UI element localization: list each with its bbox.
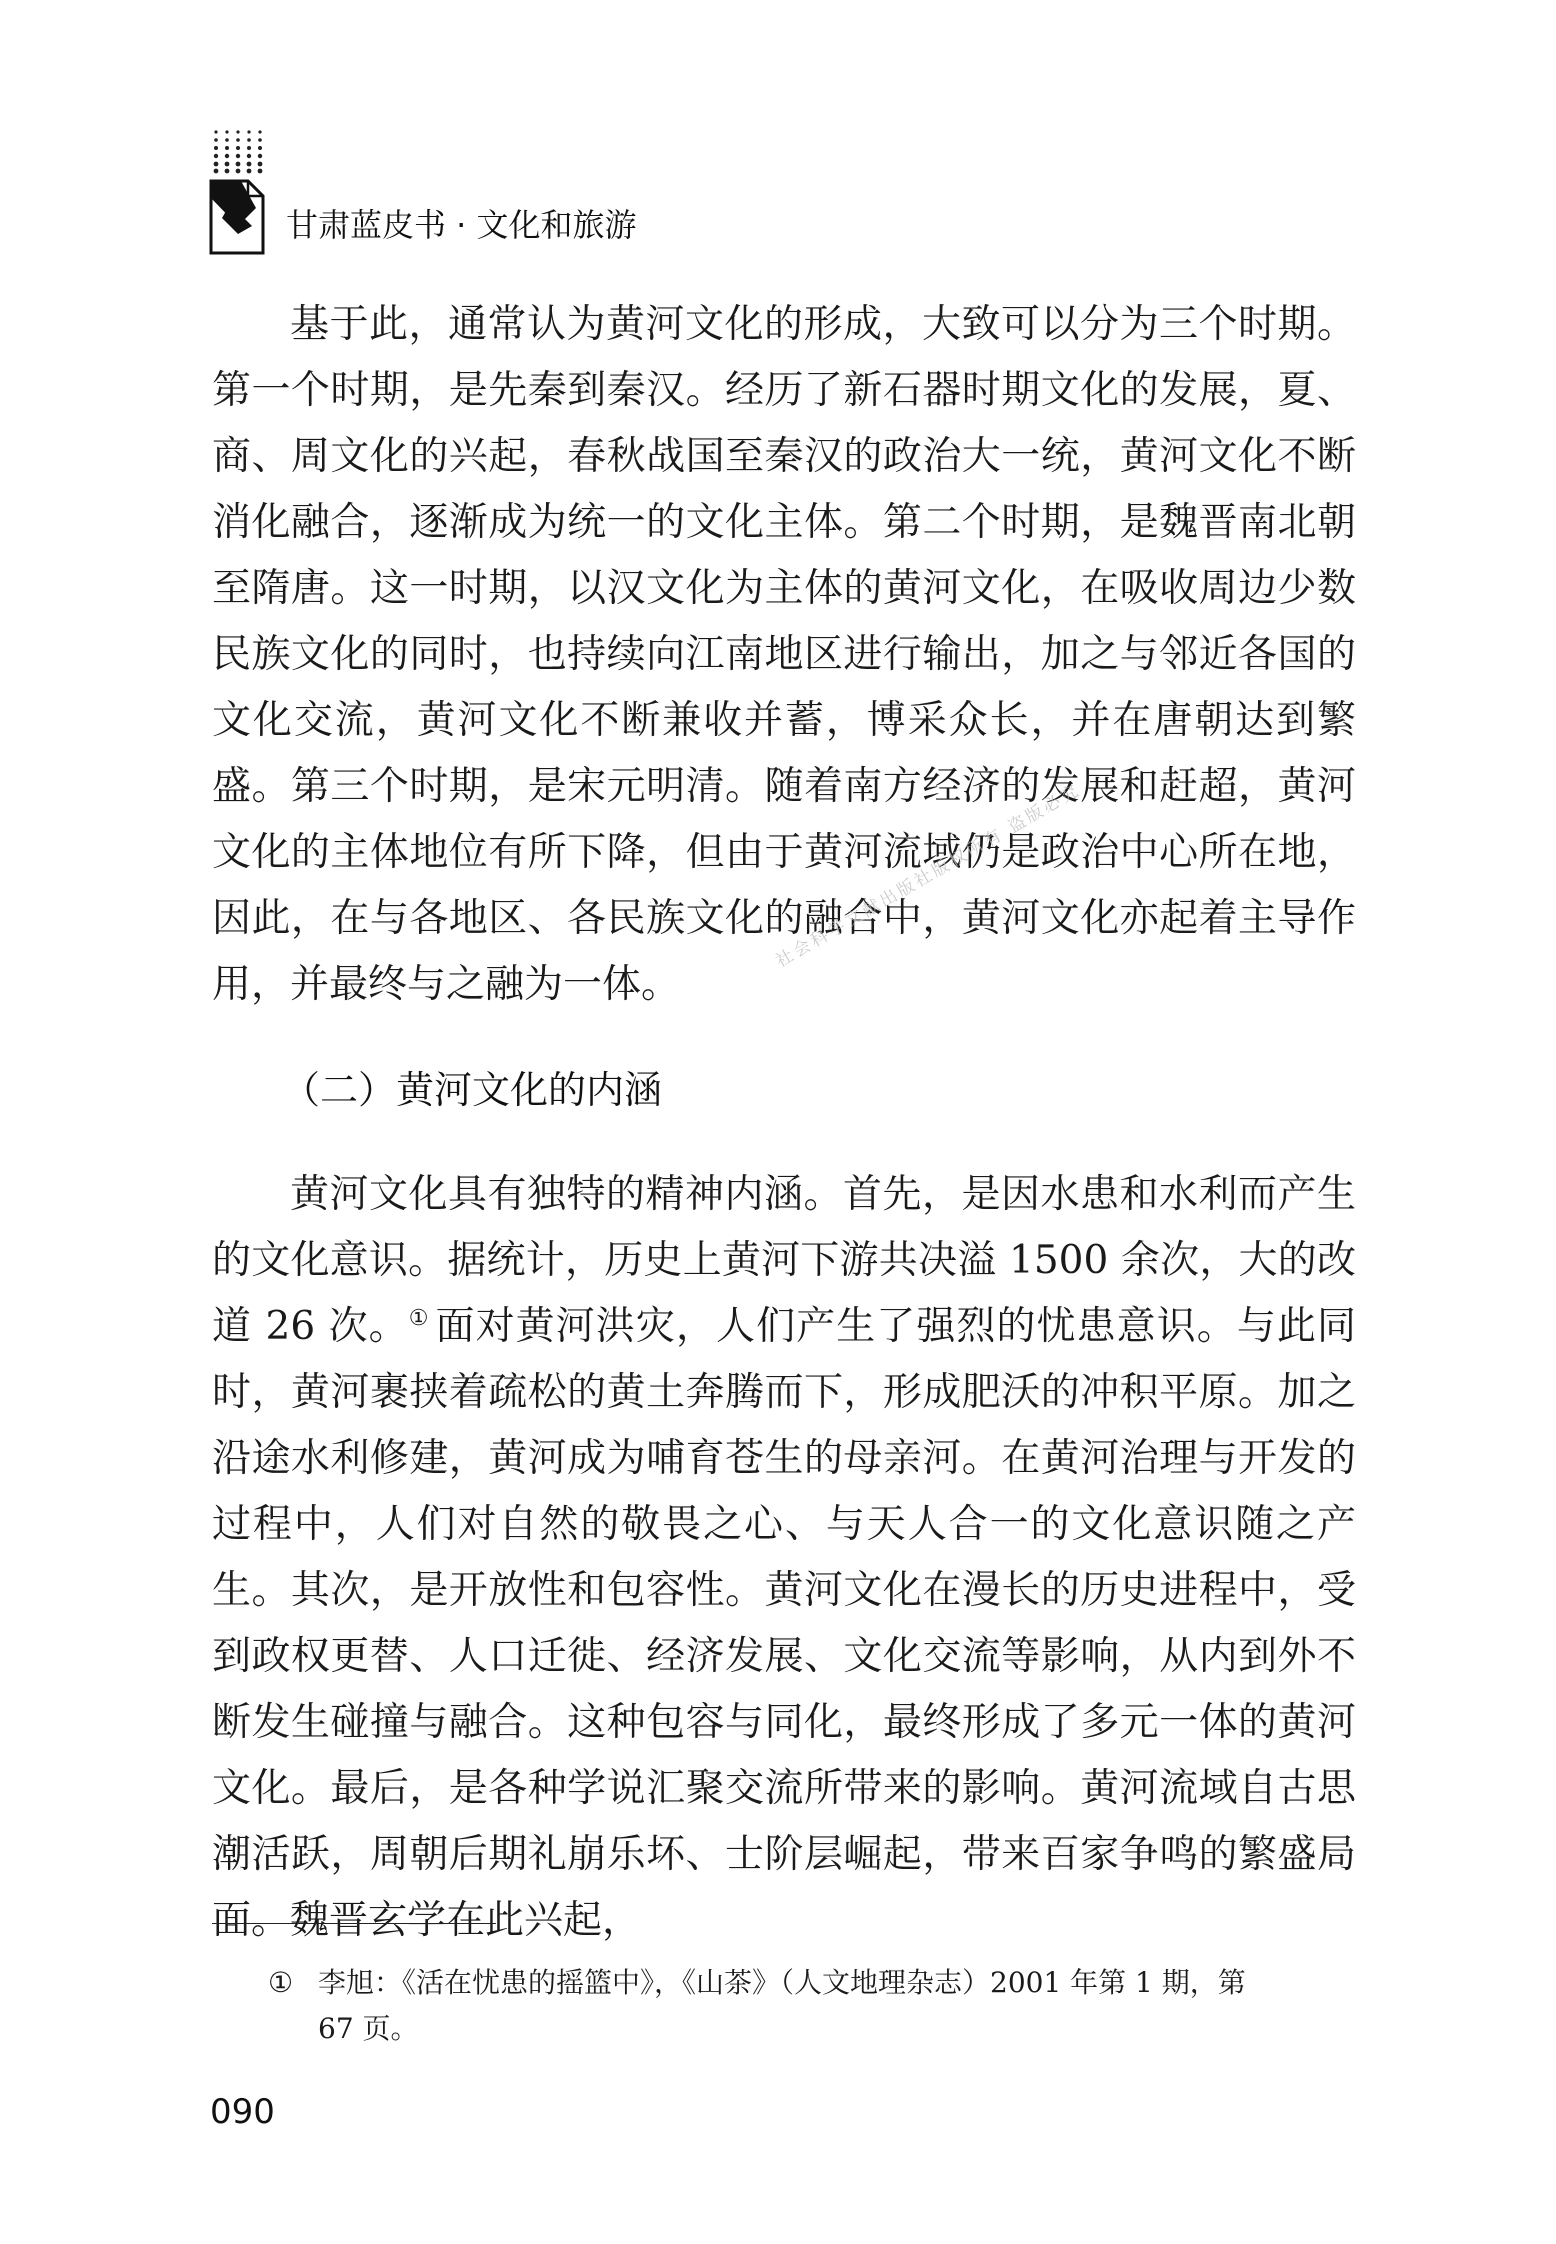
footnote-line-1: 李旭：《活在忧患的摇篮中》，《山茶》（人文地理杂志）2001 年第 1 期，第 [318,1966,1246,1999]
footnote-reference[interactable]: ① [408,1306,430,1331]
footnote-divider [212,1923,496,1924]
watermark: 社会科学文献出版社版权所有 盗版必究 [772,780,1085,972]
dot-grid-icon [212,128,264,174]
paragraph-formation-periods [212,292,1356,1018]
section-heading: （二）黄河文化的内涵 [282,1068,663,1112]
paragraph-connotation [212,1162,1356,1954]
running-header-title: 甘肃蓝皮书 · 文化和旅游 [286,206,637,244]
paragraph-text-connotation [212,1162,1356,1954]
footnote [212,1960,1356,2052]
book-page-icon [208,178,266,256]
page-number: 090 [210,2092,275,2132]
paragraph-text-part1: 黄河文化具有独特的精神内涵。首先，是因水患和水利而产生的文化意识。据统计，历史上黄河下游共决溢 1500 余次，大的改道 26 次。 [212,1172,1356,1349]
footnote-line-2: 67 页。 [318,2012,419,2045]
running-header [208,128,668,258]
paragraph-text-part2: 面对黄河洪灾，人们产生了强烈的忧患意识。与此同时，黄河裹挟着疏松的黄土奔腾而下，形成肥沃的冲积平原。加之沿途水利修建，黄河成为哺育苍生的母亲河。在黄河治理与开发的过程中，人们对自然的敬畏之心、与天人合一的文化意识随之产生。其次，是开放性和包容性。黄河文化在漫长的历史进程中，受到政权更替、人口迁徙、经济发展、文化交流等影响，从内到外不断发生碰撞与融合。这种包容与同化，最终形成了多元一体的黄河文化。最后，是各种学说汇聚交流所带来的影响。黄河流域自古思潮活跃，周朝后期礼崩乐坏、士阶层崛起，带来百家争鸣的繁盛局面。魏晋玄学在此兴起， [212,1304,1356,1943]
paragraph-text: 基于此，通常认为黄河文化的形成，大致可以分为三个时期。第一个时期，是先秦到秦汉。经历了新石器时期文化的发展，夏、商、周文化的兴起，春秋战国至秦汉的政治大一统，黄河文化不断消化融合，逐渐成为统一的文化主体。第二个时期，是魏晋南北朝至隋唐。这一时期，以汉文化为主体的黄河文化，在吸收周边少数民族文化的同时，也持续向江南地区进行输出，加之与邻近各国的文化交流，黄河文化不断兼收并蓄，博采众长，并在唐朝达到繁盛。第三个时期，是宋元明清。随着南方经济的发展和赶超，黄河文化的主体地位有所下降，但由于黄河流域仍是政治中心所在地，因此，在与各地区、各民族文化的融合中，黄河文化亦起着主导作用，并最终与之融为一体。 [212,302,1356,1007]
footnote-mark: ① [268,1966,294,1999]
